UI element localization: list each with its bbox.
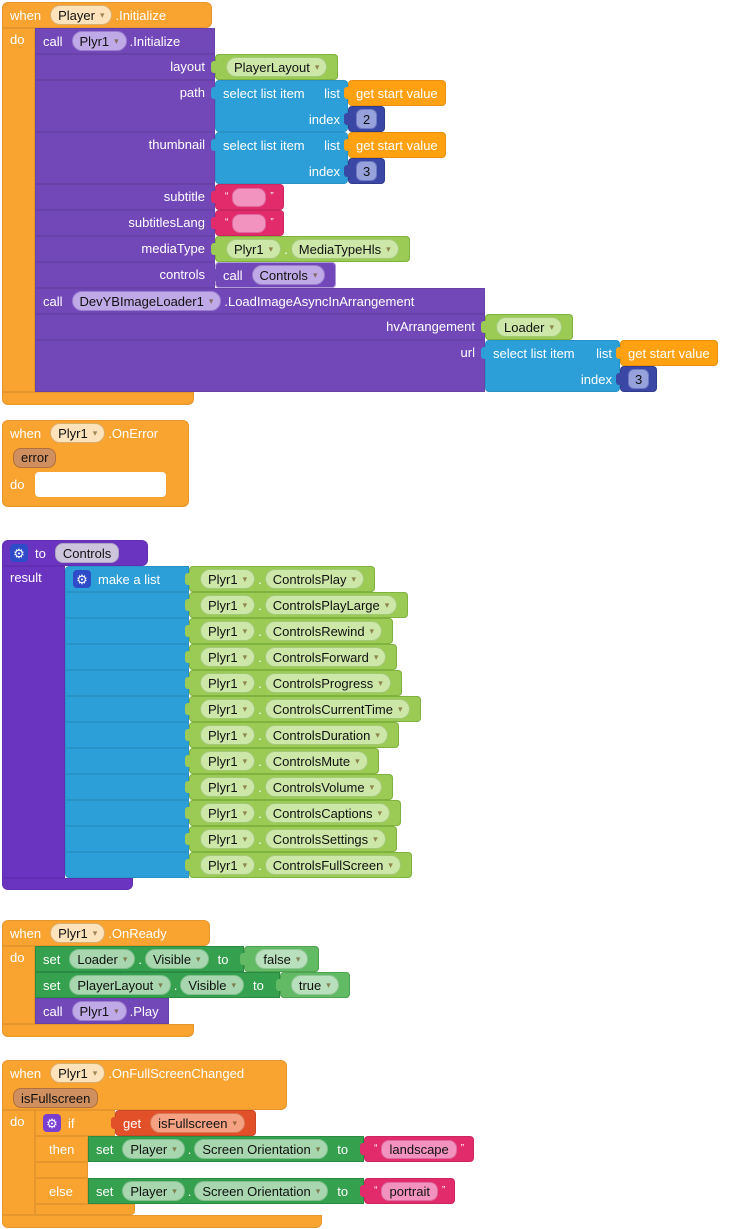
component-name: Player <box>130 1183 168 1199</box>
property-dropdown[interactable] <box>145 949 209 969</box>
property-name: ControlsForward <box>272 649 369 665</box>
param-subtitleslang: subtitlesLang <box>35 210 215 236</box>
open-quote: “ <box>225 217 229 228</box>
component-dropdown[interactable] <box>200 803 255 823</box>
number-field[interactable] <box>356 109 377 129</box>
property-name: Visible <box>188 977 227 993</box>
close-quote: ” <box>270 191 274 202</box>
component-name: Plyr1 <box>79 1003 110 1019</box>
property-dropdown[interactable] <box>194 1181 328 1201</box>
text-value: landscape <box>389 1141 449 1157</box>
close-quote: ” <box>441 1185 446 1196</box>
component-dropdown[interactable] <box>200 855 255 875</box>
logic-value: true <box>298 977 322 993</box>
component-dropdown[interactable] <box>50 423 105 443</box>
component-name: Plyr1 <box>208 623 238 639</box>
number-block[interactable] <box>348 106 385 132</box>
logic-dropdown[interactable] <box>291 975 339 995</box>
property-dropdown[interactable] <box>265 803 390 823</box>
to-label: to <box>337 1183 349 1199</box>
component-dropdown[interactable] <box>69 975 170 995</box>
component-name: PlayerLayout <box>77 977 154 993</box>
list-item[interactable] <box>189 592 408 618</box>
component-name: DevYBImageLoader1 <box>79 293 204 309</box>
component-name: Plyr1 <box>208 649 238 665</box>
gear-icon[interactable] <box>43 1114 61 1132</box>
call-label: call <box>43 293 63 309</box>
list-item[interactable] <box>189 826 397 852</box>
gear-icon[interactable] <box>73 570 91 588</box>
get-start-value-block[interactable] <box>348 132 446 158</box>
call-plyr1-initialize-block[interactable] <box>35 28 446 288</box>
property-name: ControlsPlayLarge <box>272 597 380 613</box>
dot-separator: . <box>258 831 262 847</box>
number-value: 3 <box>635 371 643 387</box>
property-dropdown[interactable] <box>265 673 391 693</box>
result-label: result <box>10 570 42 585</box>
dot-separator: . <box>258 727 262 743</box>
parameter-name: isFullscreen <box>21 1090 91 1106</box>
empty-text-block[interactable] <box>215 184 284 210</box>
param-subtitle: subtitle <box>35 184 215 210</box>
component-name: Plyr1 <box>208 857 238 873</box>
select-list-item-block[interactable] <box>215 80 446 132</box>
if-spine <box>35 1162 88 1178</box>
logic-false-block[interactable] <box>244 946 319 972</box>
component-dropdown[interactable] <box>200 725 255 745</box>
dot-separator: . <box>258 597 262 613</box>
empty-statement-socket <box>35 472 166 497</box>
component-name: PlayerLayout <box>234 59 310 75</box>
do-label: do <box>10 950 25 965</box>
method-name: .LoadImageAsyncInArrangement <box>224 293 415 309</box>
component-dropdown[interactable] <box>50 1063 105 1083</box>
event-header[interactable] <box>2 420 189 446</box>
component-name: Plyr1 <box>208 701 238 717</box>
property-name: ControlsCurrentTime <box>272 701 393 717</box>
property-name: Screen Orientation <box>202 1141 311 1157</box>
call-header[interactable] <box>35 288 485 314</box>
make-a-list-header[interactable] <box>65 566 189 592</box>
list-item[interactable] <box>189 670 402 696</box>
get-start-value-block[interactable] <box>348 80 446 106</box>
param-url: url <box>35 340 485 392</box>
param-path: path <box>35 80 215 132</box>
select-list-item-label: select list item <box>493 345 575 361</box>
dot-separator: . <box>258 649 262 665</box>
component-dropdown[interactable] <box>200 699 255 719</box>
property-name: ControlsRewind <box>272 623 365 639</box>
param-layout: layout <box>35 54 215 80</box>
event-name: .OnFullScreenChanged <box>108 1065 245 1081</box>
open-quote: “ <box>374 1143 378 1154</box>
set-label: set <box>43 977 61 993</box>
component-name: Player <box>130 1141 168 1157</box>
procedure-header[interactable] <box>2 540 148 566</box>
do-section <box>2 946 35 1024</box>
property-dropdown[interactable] <box>180 975 244 995</box>
component-dropdown[interactable] <box>200 829 255 849</box>
when-plyr1-onerror-block[interactable] <box>2 420 189 507</box>
call-label: call <box>43 1003 63 1019</box>
event-name: .Initialize <box>115 7 167 23</box>
when-plyr1-onready-block[interactable] <box>2 920 350 1037</box>
call-header[interactable] <box>35 28 215 54</box>
component-name: Plyr1 <box>208 727 238 743</box>
logic-value: false <box>263 951 291 967</box>
property-name: ControlsProgress <box>272 675 374 691</box>
number-value: 3 <box>363 163 371 179</box>
get-variable-block[interactable] <box>115 1110 256 1136</box>
dot-separator: . <box>258 675 262 691</box>
logic-dropdown[interactable] <box>255 949 308 969</box>
param-hvarrangement: hvArrangement <box>35 314 485 340</box>
text-value: portrait <box>389 1183 430 1199</box>
call-controls-block[interactable] <box>215 262 336 288</box>
component-dropdown[interactable] <box>72 291 222 311</box>
select-list-item-block[interactable] <box>485 340 718 392</box>
get-start-value-label: get start value <box>628 345 710 361</box>
select-list-item-label: select list item <box>223 85 305 101</box>
procedure-controls-block[interactable] <box>2 540 421 890</box>
property-dropdown[interactable] <box>265 855 401 875</box>
component-dropdown[interactable] <box>122 1181 184 1201</box>
component-dropdown[interactable] <box>200 673 255 693</box>
to-label: to <box>252 977 264 993</box>
list-item[interactable] <box>189 774 393 800</box>
if-block[interactable] <box>35 1110 474 1215</box>
event-header[interactable] <box>2 1060 287 1086</box>
set-label: set <box>43 951 61 967</box>
component-name: Plyr1 <box>58 925 88 941</box>
call-plyr1-play-block[interactable] <box>35 998 169 1024</box>
property-dropdown[interactable] <box>265 725 388 745</box>
to-label: to <box>337 1141 349 1157</box>
component-name: Plyr1 <box>208 779 238 795</box>
index-label: index <box>580 371 612 387</box>
set-loader-visible-block[interactable] <box>35 946 244 972</box>
property-dropdown[interactable] <box>194 1139 328 1159</box>
when-label: when <box>10 925 42 941</box>
loader-component-block[interactable] <box>485 314 573 340</box>
list-item[interactable] <box>189 644 397 670</box>
event-header[interactable] <box>2 2 212 28</box>
open-quote: “ <box>374 1185 378 1196</box>
property-getter-block[interactable] <box>215 236 410 262</box>
do-section <box>2 1110 35 1215</box>
dot-separator: . <box>187 1141 192 1157</box>
do-label: do <box>10 1114 25 1129</box>
property-name: ControlsCaptions <box>272 805 373 821</box>
procedure-name-field[interactable] <box>55 543 119 563</box>
then-section <box>35 1136 88 1162</box>
property-name: ControlsVolume <box>272 779 365 795</box>
text-field[interactable] <box>381 1182 437 1201</box>
call-imageloader-block[interactable] <box>35 288 718 392</box>
get-start-value-block[interactable] <box>620 340 718 366</box>
to-label: to <box>217 951 229 967</box>
set-label: set <box>96 1183 114 1199</box>
property-dropdown[interactable] <box>265 595 397 615</box>
number-field[interactable] <box>356 161 377 181</box>
component-name: Plyr1 <box>208 597 238 613</box>
list-label: list <box>324 137 340 153</box>
make-a-list-block[interactable] <box>65 566 421 878</box>
property-name: ControlsSettings <box>272 831 369 847</box>
event-footer <box>2 392 194 405</box>
event-header[interactable] <box>2 920 210 946</box>
component-dropdown[interactable] <box>200 777 255 797</box>
component-name: Plyr1 <box>234 241 264 257</box>
index-label: index <box>308 111 340 127</box>
dot-separator: . <box>284 241 288 257</box>
component-name: Plyr1 <box>208 805 238 821</box>
when-plyr1-onfullscreenchanged-block[interactable] <box>2 1060 474 1228</box>
text-field[interactable] <box>232 188 266 207</box>
logic-true-block[interactable] <box>280 972 350 998</box>
get-start-value-label: get start value <box>356 137 438 153</box>
property-dropdown[interactable] <box>265 621 382 641</box>
property-name: ControlsPlay <box>272 571 347 587</box>
when-label: when <box>10 425 42 441</box>
component-dropdown[interactable] <box>200 621 255 641</box>
make-a-list-label: make a list <box>98 571 161 587</box>
dot-separator: . <box>258 857 262 873</box>
property-dropdown[interactable] <box>291 239 399 259</box>
component-dropdown[interactable] <box>72 1001 127 1021</box>
dot-separator: . <box>173 977 178 993</box>
property-name: ControlsMute <box>272 753 351 769</box>
when-label: when <box>10 1065 42 1081</box>
set-screen-orientation-block[interactable] <box>88 1136 364 1162</box>
list-label: list <box>324 85 340 101</box>
empty-text-block[interactable] <box>215 210 284 236</box>
component-dropdown[interactable] <box>496 317 562 337</box>
dot-separator: . <box>138 951 142 967</box>
component-dropdown[interactable] <box>50 5 112 25</box>
event-footer <box>2 1215 322 1228</box>
call-label: call <box>43 33 63 49</box>
property-name: ControlsDuration <box>272 727 371 743</box>
param-mediatype: mediaType <box>35 236 215 262</box>
list-item[interactable] <box>189 852 412 878</box>
if-label: if <box>68 1115 75 1131</box>
procedure-dropdown[interactable] <box>252 265 326 285</box>
variable-dropdown[interactable] <box>150 1113 245 1133</box>
property-dropdown[interactable] <box>265 699 411 719</box>
property-dropdown[interactable] <box>265 829 386 849</box>
do-section <box>2 28 35 392</box>
component-name: Loader <box>504 319 545 335</box>
param-controls: controls <box>35 262 215 288</box>
component-dropdown[interactable] <box>50 923 105 943</box>
open-quote: “ <box>225 191 229 202</box>
else-section <box>35 1178 88 1204</box>
then-label: then <box>49 1141 75 1157</box>
component-name: Plyr1 <box>58 425 88 441</box>
dot-separator: . <box>258 571 262 587</box>
event-parameter[interactable] <box>13 448 56 468</box>
do-label: do <box>10 476 25 492</box>
component-dropdown[interactable] <box>200 751 255 771</box>
list-item[interactable] <box>189 748 379 774</box>
get-label: get <box>123 1115 142 1131</box>
component-name: Plyr1 <box>208 571 238 587</box>
close-quote: ” <box>460 1143 465 1154</box>
property-name: Visible <box>152 951 192 967</box>
list-item[interactable] <box>189 722 399 748</box>
param-thumbnail: thumbnail <box>35 132 215 184</box>
dot-separator: . <box>258 779 262 795</box>
component-name: Plyr1 <box>208 831 238 847</box>
component-dropdown[interactable] <box>200 595 255 615</box>
component-name: Player <box>58 7 95 23</box>
list-item[interactable] <box>189 800 401 826</box>
if-footer <box>35 1204 135 1215</box>
number-block[interactable] <box>348 158 385 184</box>
dot-separator: . <box>258 805 262 821</box>
component-name: Plyr1 <box>208 753 238 769</box>
component-name: Plyr1 <box>79 33 110 49</box>
set-label: set <box>96 1141 114 1157</box>
parameter-name: error <box>21 450 49 465</box>
dot-separator: . <box>187 1183 192 1199</box>
text-portrait-block[interactable] <box>364 1178 455 1204</box>
text-field[interactable] <box>232 214 266 233</box>
component-dropdown[interactable] <box>226 239 281 259</box>
event-parameter[interactable] <box>13 1088 98 1108</box>
event-name: .OnError <box>108 425 159 441</box>
component-dropdown[interactable] <box>200 569 255 589</box>
number-field[interactable] <box>628 369 649 389</box>
component-dropdown[interactable] <box>72 31 127 51</box>
component-dropdown[interactable] <box>122 1139 184 1159</box>
dot-separator: . <box>258 623 262 639</box>
number-value: 2 <box>363 111 371 127</box>
property-dropdown[interactable] <box>265 647 387 667</box>
dot-separator: . <box>258 701 262 717</box>
procedure-name: Controls <box>62 545 112 561</box>
component-dropdown[interactable] <box>69 949 135 969</box>
when-player-initialize-block[interactable] <box>2 2 718 405</box>
event-name: .OnReady <box>108 925 167 941</box>
procedure-footer <box>2 878 133 890</box>
number-block[interactable] <box>620 366 657 392</box>
component-name: Plyr1 <box>58 1065 88 1081</box>
property-dropdown[interactable] <box>265 751 368 771</box>
select-list-item-label: select list item <box>223 137 305 153</box>
variable-name: isFullscreen <box>158 1115 228 1131</box>
gear-icon[interactable] <box>10 544 28 562</box>
component-name: Loader <box>77 951 118 967</box>
dot-separator: . <box>258 753 262 769</box>
text-landscape-block[interactable] <box>364 1136 474 1162</box>
set-playerlayout-visible-block[interactable] <box>35 972 280 998</box>
to-label: to <box>35 545 46 561</box>
list-item[interactable] <box>189 566 375 592</box>
close-quote: ” <box>270 217 274 228</box>
property-name: ControlsFullScreen <box>272 857 384 873</box>
list-item[interactable] <box>189 696 421 722</box>
component-name: Plyr1 <box>208 675 238 691</box>
method-name: .Play <box>129 1003 159 1019</box>
method-name: .Initialize <box>129 33 181 49</box>
do-label: do <box>10 32 25 47</box>
text-field[interactable] <box>381 1140 456 1159</box>
select-list-item-block[interactable] <box>215 132 446 184</box>
else-label: else <box>49 1183 73 1199</box>
when-label: when <box>10 7 42 23</box>
property-name: MediaTypeHls <box>298 241 382 257</box>
result-section <box>2 566 65 878</box>
list-item[interactable] <box>189 618 393 644</box>
call-label: call <box>223 267 243 283</box>
property-name: Screen Orientation <box>202 1183 311 1199</box>
if-header[interactable] <box>35 1110 115 1136</box>
get-start-value-label: get start value <box>356 85 438 101</box>
component-dropdown[interactable] <box>200 647 255 667</box>
event-footer <box>2 1024 194 1037</box>
set-screen-orientation-block[interactable] <box>88 1178 364 1204</box>
property-dropdown[interactable] <box>265 569 364 589</box>
property-dropdown[interactable] <box>265 777 382 797</box>
procedure-name: Controls <box>259 267 308 283</box>
list-label: list <box>596 345 612 361</box>
component-dropdown[interactable] <box>226 57 327 77</box>
index-label: index <box>308 163 340 179</box>
playerlayout-component-block[interactable] <box>215 54 338 80</box>
